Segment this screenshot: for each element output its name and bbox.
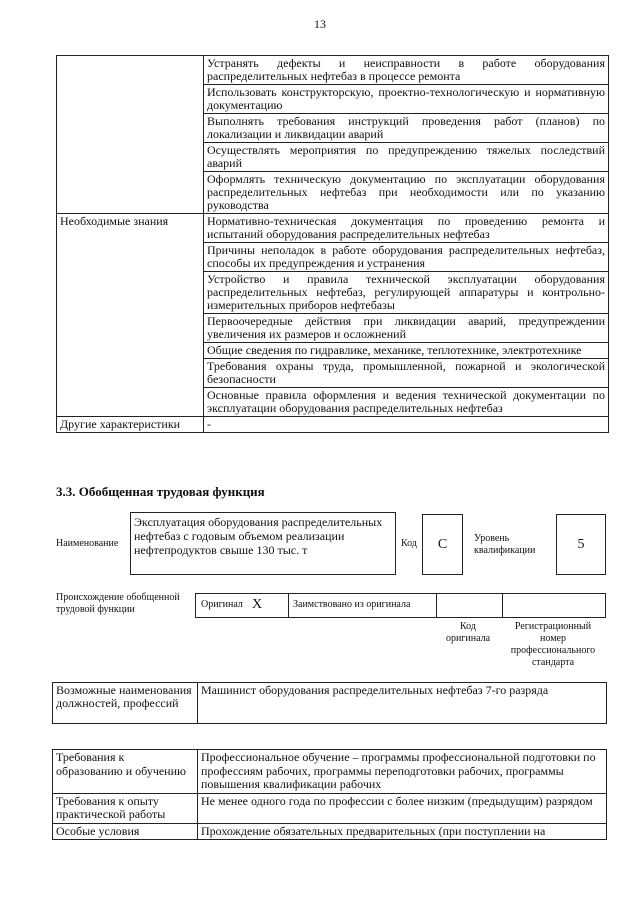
level-label: Уровень квалификации — [474, 533, 536, 556]
origin-label: Происхождение обобщенной трудовой функции — [56, 592, 180, 615]
name-label: Наименование — [56, 538, 119, 549]
skills-item: Нормативно-техническая документация по проведению ремонта и испытаний оборудования распределительных нефтебаз — [204, 214, 609, 243]
skills-item: Использовать конструкторскую, проектно-технологическую и нормативную документацию — [204, 85, 609, 114]
skills-item: Оформлять техническую документацию по эксплуатации оборудования распределительных нефтебаз при необходимости или по указанию руководства — [204, 172, 609, 214]
skills-table — [56, 55, 609, 433]
requirements-label: Особые условия — [53, 823, 198, 840]
code-original-caption: Код оригинала — [445, 621, 491, 644]
skills-item: Требования охраны труда, промышленной, пожарной и экологической безопасности — [204, 359, 609, 388]
requirements-value: Профессиональное обучение – программы профессиональной подготовки по профессиям рабочих, программы переподготовки рабочих, программы повышения квалификации рабочих — [198, 750, 607, 794]
code-value: C — [437, 536, 448, 552]
function-name-box — [130, 512, 396, 575]
reg-number-caption: Регистрационный номер профессионального стандарта — [510, 621, 596, 668]
job-titles-value: Машинист оборудования распределительных нефтебаз 7-го разряда — [198, 683, 607, 724]
skills-item: Общие сведения по гидравлике, механике, теплотехнике, электротехнике — [204, 343, 609, 359]
skills-item: Причины неполадок в работе оборудования распределительных нефтебаз, способы их предупреждения и устранения — [204, 243, 609, 272]
skills-item: Основные правила оформления и ведения технической документации по эксплуатации оборудования распределительных нефтебаз — [204, 388, 609, 417]
requirements-value: Прохождение обязательных предварительных (при поступлении на — [198, 823, 607, 840]
requirements-row — [53, 750, 607, 794]
skills-item: Осуществлять мероприятия по предупреждению тяжелых последствий аварий — [204, 143, 609, 172]
skills-item: Устранять дефекты и неисправности в работе оборудования распределительных нефтебаз в процессе ремонта — [204, 56, 609, 85]
section-title: 3.3. Обобщенная трудовая функция — [56, 484, 265, 499]
skills-item: Первоочередные действия при ликвидации аварий, предупреждении увеличения их размеров и осложнений — [204, 314, 609, 343]
requirements-row — [53, 793, 607, 823]
borrowed-label: Заимствовано из оригинала — [293, 599, 411, 610]
code-label: Код — [401, 538, 417, 549]
requirements-value: Не менее одного года по профессии с более низким (предыдущим) разрядом — [198, 793, 607, 823]
skills-row-label: Необходимые знания — [57, 214, 204, 417]
function-name-value: Эксплуатация оборудования распределительных нефтебаз с годовым объемом реализации нефтепродуктов свыше 130 тыс. т — [134, 515, 383, 557]
requirements-row — [53, 823, 607, 840]
skills-item: Выполнять требования инструкций проведения работ (планов) по локализации и ликвидации аварий — [204, 114, 609, 143]
requirements-table — [52, 749, 607, 840]
skills-row-label — [57, 56, 204, 214]
origin-divider-3 — [502, 593, 503, 618]
requirements-label: Требования к опыту практической работы — [53, 793, 198, 823]
job-titles-label: Возможные наименования должностей, профессий — [53, 683, 198, 724]
skills-row — [57, 56, 609, 85]
skills-row — [57, 417, 609, 433]
code-box — [422, 514, 463, 575]
page-number: 13 — [314, 17, 326, 31]
job-titles-table — [52, 682, 607, 724]
requirements-label: Требования к образованию и обучению — [53, 750, 198, 794]
skills-item: Устройство и правила технической эксплуатации оборудования распределительных нефтебаз, регулирующей аппаратуры и контрольно-измерительных приборов нефтебазы — [204, 272, 609, 314]
origin-divider-2 — [436, 593, 437, 618]
origin-divider-1 — [288, 593, 289, 618]
original-mark: X — [252, 597, 263, 612]
level-box — [556, 514, 606, 575]
original-label: Оригинал — [201, 599, 243, 610]
skills-row — [57, 214, 609, 243]
level-value: 5 — [577, 536, 585, 552]
skills-row-label: Другие характеристики — [57, 417, 204, 433]
skills-item: - — [204, 417, 609, 433]
